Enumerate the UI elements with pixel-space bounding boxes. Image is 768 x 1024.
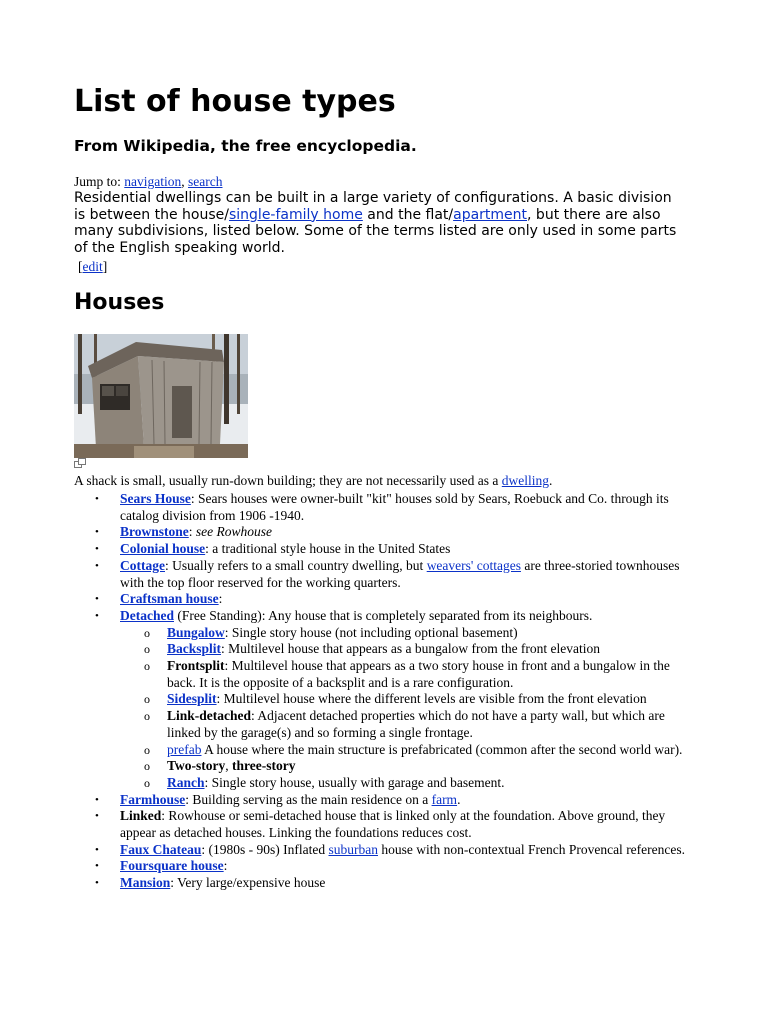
- sidesplit-link[interactable]: Sidesplit: [167, 691, 217, 707]
- colonial-house-link[interactable]: Colonial house: [120, 541, 206, 557]
- jump-links: Jump to: navigation, search: [74, 174, 223, 189]
- list-item-linked: • Linked: Rowhouse or semi-detached house that is linked only at the foundation. Above ground, they appear as detached houses. Linking the foundations reduces cost.: [120, 808, 694, 841]
- faux-chateau-link[interactable]: Faux Chateau: [120, 841, 202, 857]
- ranch-link[interactable]: Ranch: [167, 774, 205, 790]
- intro-paragraph: Residential dwellings can be built in a large variety of configurations. A basic division is between the house/single-family home and the flat/apartment, but there are also many subdivisions, listed below. Some of the terms listed are only used in some parts of the English speaking world.: [74, 190, 677, 257]
- farm-link[interactable]: farm: [431, 791, 458, 807]
- shack-photo[interactable]: [74, 334, 248, 458]
- sears-house-link[interactable]: Sears House: [120, 491, 191, 506]
- dwelling-link[interactable]: dwelling: [501, 473, 550, 488]
- list-item-bungalow: o Bungalow: Single story house (not including optional basement): [167, 625, 694, 642]
- list-item-prefab: o prefab A house where the main structure is prefabricated (common after the second world war).: [167, 742, 694, 759]
- list-item-backsplit: o Backsplit: Multilevel house that appears as a bungalow from the front elevation: [167, 641, 694, 658]
- weavers-cottages-link[interactable]: weavers' cottages: [426, 557, 521, 573]
- mansion-link[interactable]: Mansion: [120, 875, 171, 891]
- bungalow-link[interactable]: Bungalow: [167, 624, 225, 640]
- edit-section: [edit]: [78, 259, 108, 274]
- list-item-foursquare-house: • Foursquare house:: [120, 858, 694, 875]
- list-item-brownstone: • Brownstone: see Rowhouse: [120, 524, 694, 541]
- list-item-link-detached: o Link-detached: Adjacent detached properties which do not have a party wall, but which are linked by the garage(s) and so forming a single frontage.: [167, 708, 694, 741]
- list-item-craftsman-house: • Craftsman house:: [120, 591, 694, 608]
- single-family-home-link[interactable]: single-family home: [228, 206, 363, 223]
- search-link[interactable]: search: [188, 174, 223, 189]
- image-caption: A shack is small, usually run-down building; they are not necessarily used as a dwelling.: [74, 473, 553, 488]
- craftsman-house-link[interactable]: Craftsman house: [120, 591, 219, 607]
- list-item-frontsplit: o Frontsplit: Multilevel house that appears as a two story house in front and a bungalow in the back. It is the opposite of a backsplit and is a rare configuration.: [167, 658, 694, 691]
- list-item-cottage: • Cottage: Usually refers to a small country dwelling, but weavers' cottages are three-storied townhouses with the top floor reserved for the working quarters.: [120, 558, 694, 591]
- detached-link[interactable]: Detached: [120, 607, 174, 623]
- brownstone-link[interactable]: Brownstone: [120, 524, 189, 540]
- apartment-link[interactable]: apartment: [453, 206, 528, 223]
- farmhouse-link[interactable]: Farmhouse: [120, 791, 186, 807]
- enlarge-icon[interactable]: [74, 457, 86, 469]
- list-item-sears-house: • Sears House: Sears houses were owner-built "kit" houses sold by Sears, Roebuck and Co. through its catalog division from 1906 -1940.: [120, 491, 694, 524]
- list-item-farmhouse: • Farmhouse: Building serving as the main residence on a farm.: [120, 792, 694, 809]
- page-title: List of house types: [74, 84, 396, 119]
- list-item-two-story: o Two-story, three-story: [167, 758, 694, 775]
- list-item-colonial-house: • Colonial house: a traditional style house in the United States: [120, 541, 694, 558]
- foursquare-house-link[interactable]: Foursquare house: [120, 858, 224, 874]
- list-item-mansion: • Mansion: Very large/expensive house: [120, 875, 694, 892]
- navigation-link[interactable]: navigation: [124, 174, 182, 189]
- edit-link[interactable]: edit: [82, 259, 103, 274]
- list-item-ranch: o Ranch: Single story house, usually with garage and basement.: [167, 775, 694, 792]
- backsplit-link[interactable]: Backsplit: [167, 641, 222, 657]
- list-item-detached: • Detached (Free Standing): Any house that is completely separated from its neighbours. o Bungalow: Single story house (not including optional basement) o Backsplit: Multilevel house that appears as a bungalow from the front elevation o Frontsplit: Multilevel house that appears as a two story house in front and a bungalow in the back. It is the opposite of a backsplit and is a rare configuration. o Sidesplit: Multilevel house where the different levels are visible from the front elevation o Link-detached: Adjacent detached properties which do not have a party wall, but which are linked by the garage(s) and so forming a single frontage. o prefab A house where the main structure is prefabricated (common after the second world war). o Two-story, three-story o Ranch: Single story house, usually with garage and basement.: [120, 608, 694, 792]
- section-heading-houses: Houses: [74, 290, 165, 315]
- cottage-link[interactable]: Cottage: [120, 557, 165, 573]
- prefab-link[interactable]: prefab: [167, 741, 202, 757]
- house-types-list: [74, 491, 694, 892]
- list-item-sidesplit: o Sidesplit: Multilevel house where the different levels are visible from the front elevation: [167, 691, 694, 708]
- page-subtitle: From Wikipedia, the free encyclopedia.: [74, 137, 417, 155]
- list-item-faux-chateau: • Faux Chateau: (1980s - 90s) Inflated suburban house with non-contextual French Provencal references.: [120, 842, 694, 859]
- suburban-link[interactable]: suburban: [328, 841, 378, 857]
